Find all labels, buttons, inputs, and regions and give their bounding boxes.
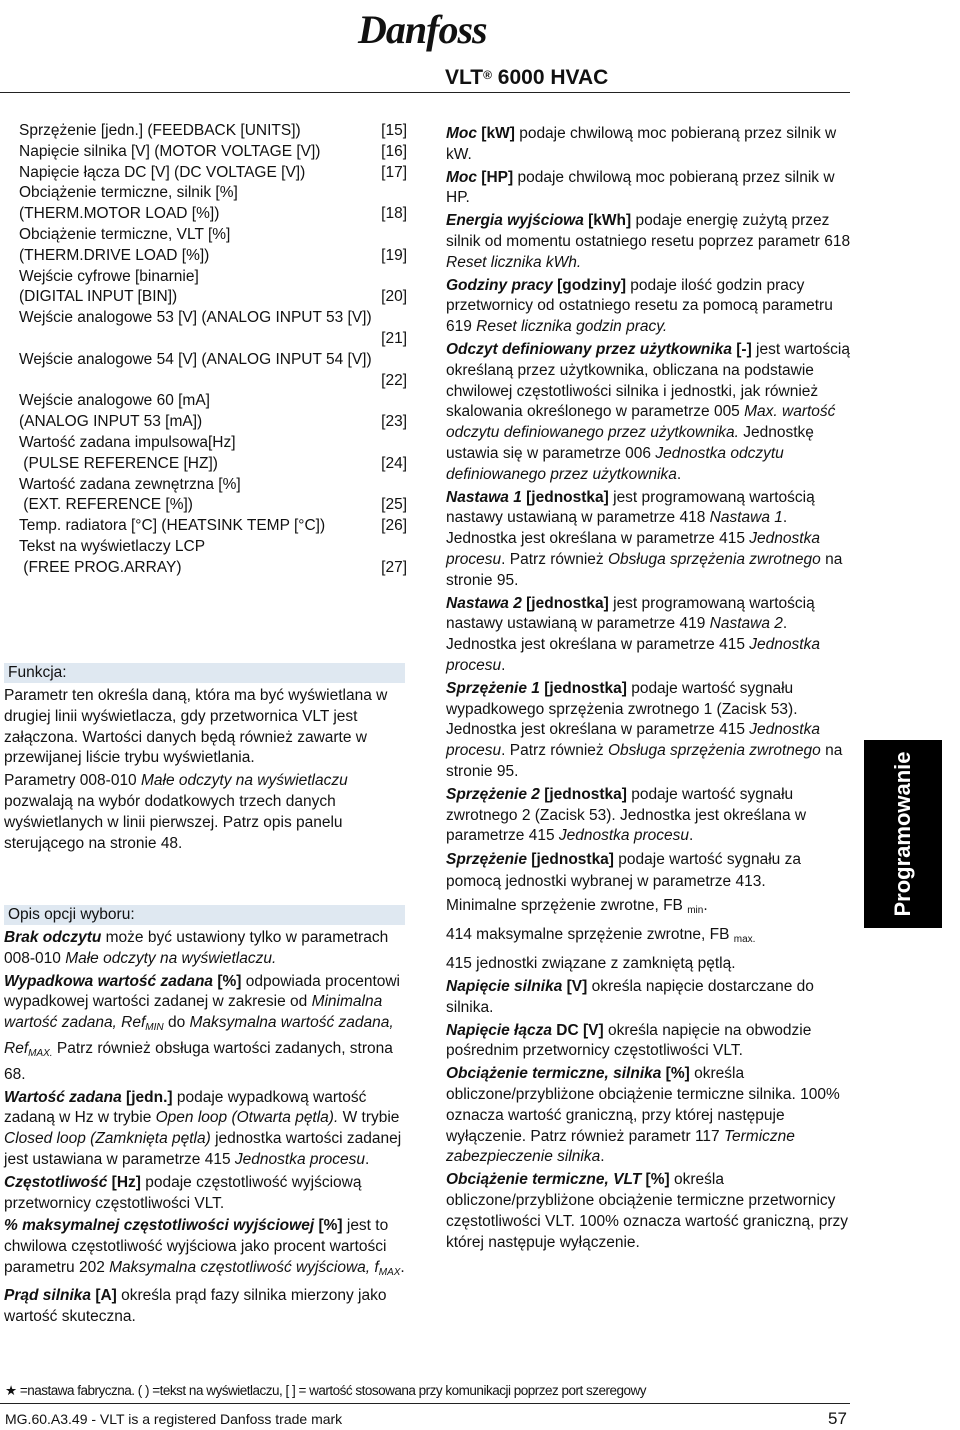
- legend-line: ★ =nastawa fabryczna. ( ) =tekst na wyświetlaczu, [ ] = wartość stosowana przy komunikacji poprzez port szeregowy: [5, 1383, 647, 1398]
- opt-moc-hp: Moc [HP] podaje chwilową moc pobieraną przez silnik w HP.: [446, 168, 835, 207]
- option-text: Obciążenie termiczne, silnik [%]: [19, 184, 238, 202]
- option-text: Wejście cyfrowe [binarnie]: [19, 267, 199, 285]
- opt-wartosc-zadana: Wartość zadana [jedn.] podaje wypadkową wartość zadaną w Hz w trybie Open loop (Otwarta pętla). W trybie Closed loop (Zamknięta pętla) jednostka wartości zadanej jest ustawiana w parametrze 415 Jednostka procesu.: [4, 1088, 402, 1168]
- option-line: [19, 350, 407, 371]
- option-text: Wartość zadana zewnętrzna [%]: [19, 475, 241, 493]
- option-text: Napięcie silnika [V] (MOTOR VOLTAGE [V]): [19, 142, 321, 160]
- option-code: [16]: [381, 142, 407, 160]
- option-text: (THERM.DRIVE LOAD [%]): [19, 246, 210, 264]
- opt-wypadkowa: Wypadkowa wartość zadana [%] odpowiada procentowi wypadkowej wartości zadanej w zakresie od Minimalna wartość zadana, Ref$_{MIN}$ do Maksymalna wartość zadana, Ref$_{MAX.}$ Patrz również obsługa wartości zadanych, strona 68.: [4, 972, 401, 1083]
- option-line: [19, 267, 407, 288]
- option-text: (FREE PROG.ARRAY): [19, 558, 182, 576]
- unit-415-line: 415 jednostki związane z zamkniętą pętlą.: [446, 955, 736, 973]
- option-text: Temp. radiatora [°C] (HEATSINK TEMP [°C]): [19, 517, 326, 535]
- option-line: [19, 246, 407, 267]
- option-code: [20]: [381, 288, 407, 306]
- option-line: [19, 225, 407, 246]
- funkcja-body: [4, 686, 406, 854]
- option-code: [22]: [381, 371, 407, 389]
- header-rule: [0, 92, 850, 93]
- option-code: [17]: [381, 163, 407, 181]
- option-line: [19, 558, 407, 579]
- option-code: [27]: [381, 558, 407, 576]
- opt-energia: Energia wyjściowa [kWh] podaje energię zużytą przez silnik od momentu ostatniego resetu poprzez parametr 618 Reset licznika kWh.: [446, 212, 851, 271]
- option-line: [19, 433, 407, 454]
- option-text: Napięcie łącza DC [V] (DC VOLTAGE [V]): [19, 163, 306, 181]
- footer-rule: [0, 1403, 850, 1404]
- opt-godziny: Godziny pracy [godziny] podaje ilość godzin pracy przetwornicy od ostatniego resetu za pomocą parametru 619 Reset licznika godzin pracy.: [446, 276, 833, 336]
- option-text: Wartość zadana impulsowa[Hz]: [19, 433, 236, 451]
- option-code: [25]: [381, 496, 407, 514]
- option-line: [19, 475, 407, 496]
- funkcja-paragraph-2: Parametry 008-010 Małe odczyty na wyświetlaczu pozwalają na wybór dodatkowych trzech danych wyświetlanych w linii pierwszej. Patrz opis panelu sterującego na stronie 48.: [4, 772, 348, 852]
- option-line: [19, 454, 407, 475]
- danfoss-logo: Danfoss: [358, 7, 487, 52]
- opis-body: [4, 928, 406, 1327]
- opt-moc-kw: Moc [kW] podaje chwilową moc pobieraną przez silnik w kW.: [446, 125, 837, 163]
- opt-nastawa-2: Nastawa 2 [jednostka] jest programowaną wartością nastawy ustawianą w parametrze 419 Nastawa 2. Jednostka jest określana w parametrze 415 Jednostka procesu.: [446, 594, 820, 674]
- option-text: (THERM.MOTOR LOAD [%]): [19, 205, 220, 223]
- option-code: [24]: [381, 454, 407, 472]
- option-line: [19, 204, 407, 225]
- opt-obciazenie-silnika: Obciążenie termiczne, silnika [%] określa obliczone/przybliżone obciążenie termiczne silnika. 100% oznacza wartość graniczną, przy której następuje wyłączenie. Patrz również parametr 117 Termiczne zabezpieczenie silnika.: [446, 1065, 840, 1166]
- opt-obciazenie-vlt: Obciążenie termiczne, VLT [%] określa obliczone/przybliżone obciążenie termiczne przetwornicy częstotliwości VLT. 100% oznacza wartość graniczną, przy której następuje wyłączenie.: [446, 1171, 849, 1251]
- opt-nastawa-1: Nastawa 1 [jednostka] jest programowaną wartością nastawy ustawianą w parametrze 418 Nastawa 1. Jednostka jest określana w parametrze 415 Jednostka procesu. Patrz również Obsługa sprzężenia zwrotnego na stronie 95.: [446, 488, 843, 589]
- option-code: [26]: [381, 517, 407, 535]
- opis-heading: Opis opcji wyboru:: [4, 905, 405, 925]
- opt-brak-odczytu: Brak odczytu może być ustawiony tylko w parametrach 008-010 Małe odczyty na wyświetlaczu.: [4, 929, 389, 967]
- footer-trademark: MG.60.A3.49 - VLT is a registered Danfoss trade mark: [5, 1411, 343, 1427]
- funkcja-paragraph-1: Parametr ten określa daną, która ma być wyświetlana w drugiej linii wyświetlacza, gdy przetwornica VLT jest załączona. Wartości danych będą również zawarte w przewijanej liście trybu wyświetlania.: [4, 687, 388, 767]
- product-title: VLT® 6000 HVAC: [445, 66, 609, 89]
- opt-napiecie-silnika: Napięcie silnika [V] określa napięcie dostarczane do silnika.: [446, 978, 814, 1016]
- option-text: (EXT. REFERENCE [%]): [19, 496, 193, 514]
- option-text: (PULSE REFERENCE [HZ]): [19, 454, 218, 472]
- option-line: [19, 183, 407, 204]
- opt-sprzezenie-1: Sprzężenie 1 [jednostka] podaje wartość sygnału wypadkowego sprzężenia zwrotnego 1 (Zacisk 53). Jednostka jest określana w parametrze 415 Jednostka procesu. Patrz również Obsługa sprzężenia zwrotnego na stronie 95.: [446, 679, 843, 780]
- opt-sprzezenie-2: Sprzężenie 2 [jednostka] podaje wartość sygnału zwrotnego 2 (Zacisk 53). Jednostka jest określana w parametrze 415 Jednostka procesu.: [446, 785, 807, 845]
- option-line: [19, 287, 407, 308]
- option-text: Sprzężenie [jedn.] (FEEDBACK [UNITS]): [19, 122, 301, 139]
- option-text: Wejście analogowe 60 [mA]: [19, 392, 210, 410]
- opt-odczyt-uzytkownika: Odczyt definiowany przez użytkownika [-] jest wartością określaną przez użytkownika, obliczana na podstawie chwilowej częstotliwości silnika i jednostki, jak również skalowania określonego w parametrze 005 Max. wartość odczytu definiowanego przez użytkownika. Jednostkę ustawia się w parametrze 006 Jednostka odczytu definiowanego przez użytkownika.: [446, 340, 850, 483]
- option-line: [19, 537, 407, 558]
- opt-prad-silnika: Prąd silnika [A] określa prąd fazy silnika mierzony jako wartość skuteczna.: [4, 1286, 387, 1325]
- right-column: [446, 124, 851, 1253]
- opt-napiecie-lacza: Napięcie łącza DC [V] określa napięcie na obwodzie pośrednim przetwornicy częstotliwości VLT.: [446, 1021, 812, 1060]
- opt-czestotliwosc: Częstotliwość [Hz] podaje częstotliwość wyjściową przetwornicy częstotliwości VLT.: [4, 1173, 362, 1212]
- option-line: [19, 142, 407, 163]
- option-line: [19, 412, 407, 433]
- option-text: Tekst na wyświetlaczy LCP: [19, 537, 206, 555]
- page-number: 57: [828, 1409, 847, 1428]
- option-line: [19, 121, 407, 142]
- option-text: (ANALOG INPUT 53 [mA]): [19, 413, 203, 431]
- option-text: Obciążenie termiczne, VLT [%]: [19, 225, 231, 243]
- option-list: [19, 121, 407, 579]
- option-text: Wejście analogowe 54 [V] (ANALOG INPUT 54 [V]): [19, 350, 372, 368]
- option-code: [18]: [381, 205, 407, 223]
- option-code: [21]: [381, 329, 407, 347]
- option-line: [19, 391, 407, 412]
- opt-sprzezenie: Sprzężenie [jednostka] podaje wartość sygnału za pomocą jednostki wybranej w parametrze 413.: [446, 851, 801, 891]
- option-text: (DIGITAL INPUT [BIN]): [19, 288, 178, 306]
- option-line: [19, 516, 407, 537]
- funkcja-heading: Funkcja:: [4, 663, 405, 683]
- opt-procent-max: % maksymalnej częstotliwości wyjściowej [%] jest to chwilowa częstotliwość wyjściowa jako procent wartości parametru 202 Maksymalna częstotliwość wyjściowa, $f_{MAX}$.: [4, 1217, 405, 1278]
- option-line: [19, 308, 407, 329]
- option-code: [19]: [381, 246, 407, 264]
- option-code: [23]: [381, 413, 407, 431]
- side-tab-programowanie: Programowanie: [864, 740, 942, 928]
- option-code: [15]: [381, 122, 407, 139]
- option-line: [19, 495, 407, 516]
- max-feedback-line: 414 maksymalne sprzężenie zwrotne, FB $_{max.}$: [446, 926, 756, 946]
- min-feedback-line: Minimalne sprzężenie zwrotne, FB $_{min}$.: [446, 897, 708, 917]
- option-text: Wejście analogowe 53 [V] (ANALOG INPUT 53 [V]): [19, 309, 372, 327]
- option-line: [19, 163, 407, 184]
